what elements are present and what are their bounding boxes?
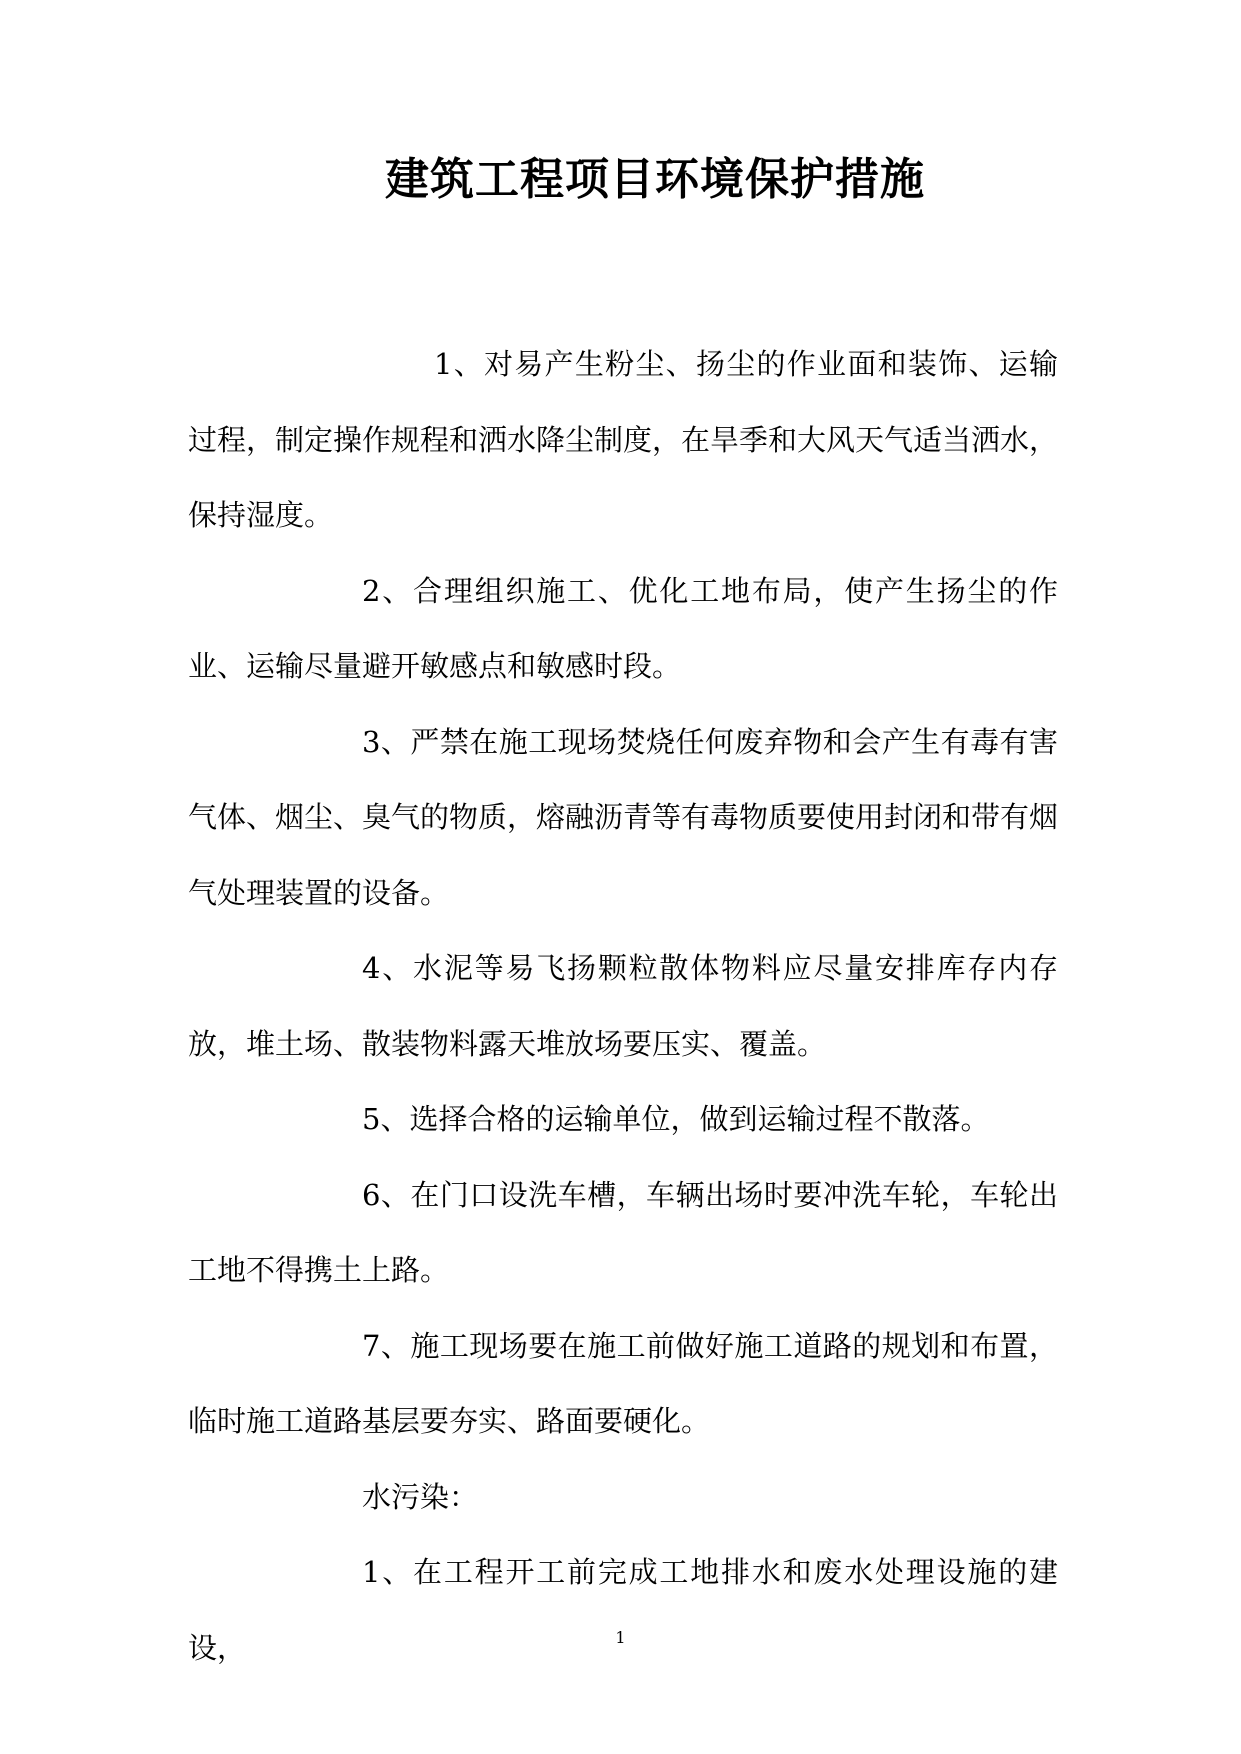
paragraph-5: 5、选择合格的运输单位，做到运输过程不散落。 [362,1102,990,1136]
paragraph-4: 4、水泥等易飞扬颗粒散体物料应尽量安排库存内存放，堆土场、散装物料露天堆放场要压实、覆盖。 [188,951,1058,1061]
document-title: 建筑工程项目环境保护措施 [385,154,925,205]
paragraph-3: 3、严禁在施工现场焚烧任何废弃物和会产生有毒有害气体、烟尘、臭气的物质，熔融沥青等有毒物质要使用封闭和带有烟气处理装置的设备。 [188,724,1059,910]
paragraph-water-1: 1、在工程开工前完成工地排水和废水处理设施的建设， [188,1555,1058,1665]
paragraph-1: 1、对易产生粉尘、扬尘的作业面和装饰、运输过程，制定操作规程和洒水降尘制度，在旱季和大风天气适当洒水，保持湿度。 [188,347,1059,532]
document-body [188,327,1058,1686]
paragraph-6: 6、在门口设洗车槽，车辆出场时要冲洗车轮，车轮出工地不得携土上路。 [188,1177,1058,1287]
paragraph-2: 2、合理组织施工、优化工地布局，使产生扬尘的作业、运输尽量避开敏感点和敏感时段。 [188,573,1058,683]
page-number: 1 [615,1628,626,1647]
paragraph-7: 7、施工现场要在施工前做好施工道路的规划和布置，临时施工道路基层要夯实、路面要硬化。 [188,1328,1058,1438]
section-heading-water-pollution: 水污染： [362,1479,479,1514]
